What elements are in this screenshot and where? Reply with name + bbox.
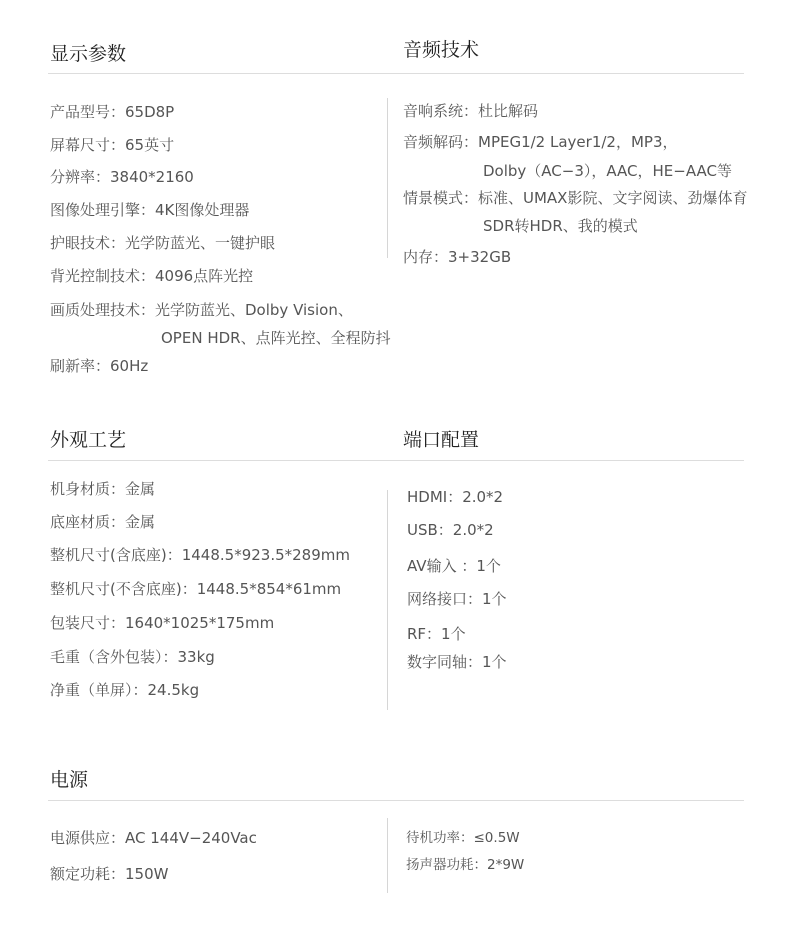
spec-row-speaker-power: 扬声器功耗：2*9W — [406, 857, 525, 873]
column-separator-2 — [387, 490, 388, 710]
spec-row-image-engine: 图像处理引擎：4K图像处理器 — [50, 201, 250, 219]
spec-row-network: 网络接口：1个 — [407, 590, 507, 608]
spec-row-resolution: 分辨率：3840*2160 — [50, 168, 194, 186]
spec-row-audio-decode: 音频解码：MPEG1/2 Layer1/2，MP3， — [403, 133, 678, 151]
spec-row-eye-care: 护眼技术：光学防蓝光、一键护眼 — [50, 234, 276, 252]
spec-row-rf: RF：1个 — [407, 625, 466, 643]
spec-row-sound-system: 音响系统：杜比解码 — [403, 102, 539, 120]
display-section-title: 显示参数 — [50, 43, 127, 65]
audio-section-title: 音频技术 — [403, 39, 480, 61]
appearance-section-title: 外观工艺 — [50, 429, 127, 451]
spec-row-screen-size: 屏幕尺寸：65英寸 — [50, 136, 175, 154]
spec-row-power-supply: 电源供应：AC 144V−240Vac — [50, 829, 257, 847]
section-divider-2 — [48, 460, 744, 461]
spec-row-scene-mode: 情景模式：标准、UMAX影院、文字阅读、劲爆体育 — [403, 189, 748, 207]
spec-row-backlight: 背光控制技术：4096点阵光控 — [50, 267, 254, 285]
column-separator-1 — [387, 98, 388, 258]
spec-row-hdmi: HDMI：2.0*2 — [407, 488, 504, 506]
spec-row-size-with-stand: 整机尺寸(含底座)：1448.5*923.5*289mm — [50, 546, 350, 564]
ports-section-title: 端口配置 — [403, 429, 480, 451]
spec-row-body-material: 机身材质：金属 — [50, 480, 156, 498]
spec-row-size-without-stand: 整机尺寸(不含底座)：1448.5*854*61mm — [50, 580, 342, 598]
spec-row-refresh-rate: 刷新率：60Hz — [50, 357, 149, 375]
spec-row-usb: USB：2.0*2 — [407, 521, 494, 539]
spec-row-standby-power: 待机功率：≤0.5W — [406, 830, 520, 846]
spec-row-av-input: AV输入 ：1个 — [407, 557, 501, 575]
spec-row-picture-tech-cont: OPEN HDR、点阵光控、全程防抖 — [161, 329, 391, 347]
spec-row-rated-power: 额定功耗：150W — [50, 865, 169, 883]
spec-row-coaxial: 数字同轴：1个 — [407, 653, 507, 671]
spec-row-package-size: 包装尺寸：1640*1025*175mm — [50, 614, 275, 632]
column-separator-3 — [387, 818, 388, 893]
power-section-title: 电源 — [50, 769, 89, 791]
section-divider-3 — [48, 800, 744, 801]
spec-row-model: 产品型号：65D8P — [50, 103, 175, 121]
section-divider-1 — [48, 73, 744, 74]
spec-row-memory: 内存：3+32GB — [403, 248, 512, 266]
spec-row-audio-decode-cont: Dolby（AC−3），AAC，HE−AAC等 — [483, 162, 733, 180]
spec-row-stand-material: 底座材质：金属 — [50, 513, 156, 531]
spec-row-scene-mode-cont: SDR转HDR、我的模式 — [483, 217, 638, 235]
spec-row-picture-tech: 画质处理技术：光学防蓝光、Dolby Vision、 — [50, 301, 353, 319]
spec-row-gross-weight: 毛重（含外包装）：33kg — [50, 648, 215, 666]
spec-row-net-weight: 净重（单屏）：24.5kg — [50, 681, 200, 699]
